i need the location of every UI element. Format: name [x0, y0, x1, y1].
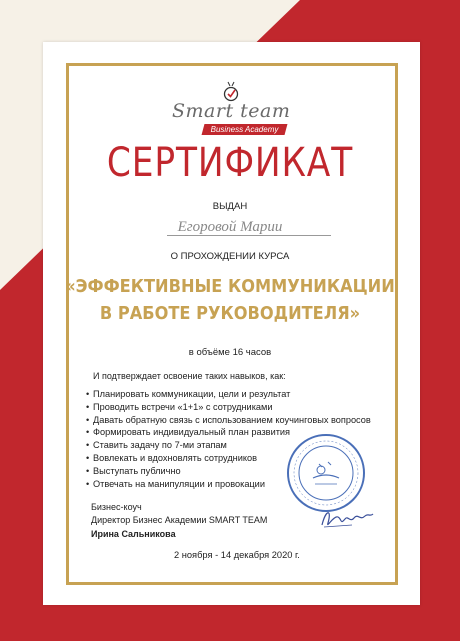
certificate-title: СЕРТИФИКАТ: [106, 140, 354, 186]
signature-icon: [318, 505, 376, 533]
skill-item: • Проводить встречи «1+1» с сотрудниками: [86, 401, 371, 414]
issued-label: ВЫДАН: [212, 201, 248, 212]
skill-item: • Выступать публично: [86, 465, 371, 478]
course-volume: в объёме 16 часов: [188, 347, 272, 358]
course-title: [23, 273, 437, 327]
logo-text: Smart team: [172, 100, 291, 122]
logo-subtitle: Business Academy: [210, 125, 279, 134]
signatory-name: Ирина Сальникова: [91, 529, 176, 539]
course-title-line-1: «ЭФФЕКТИВНЫЕ КОММУНИКАЦИИ: [65, 276, 395, 297]
logo-subtitle-badge: [202, 124, 288, 135]
completion-label: О ПРОХОЖДЕНИИ КУРСА: [170, 251, 290, 262]
skill-item: • Ставить задачу по 7-ми этапам: [86, 439, 371, 452]
recipient-name: Егоровой Марии: [177, 219, 283, 235]
skills-intro: И подтверждает освоение таких навыков, как:: [93, 371, 286, 381]
skill-item: • Формировать индивидуальный план развития: [86, 426, 371, 439]
skill-item: • Планировать коммуникации, цели и результат: [86, 388, 371, 401]
course-title-line-2: В РАБОТЕ РУКОВОДИТЕЛЯ»: [99, 303, 361, 324]
signatory-title: Директор Бизнес Академии SMART TEAM: [91, 515, 268, 525]
skill-item: • Давать обратную связь с использованием коучинговых вопросов: [86, 414, 371, 427]
course-dates: 2 ноября - 14 декабря 2020 г.: [174, 550, 300, 560]
signatory-role: Бизнес-коуч: [91, 502, 142, 512]
skill-item: • Отвечать на манипуляции и провокации: [86, 478, 371, 491]
skill-item: • Вовлекать и вдохновлять сотрудников: [86, 452, 371, 465]
name-underline: [167, 235, 331, 236]
company-stamp-icon: [285, 432, 367, 514]
